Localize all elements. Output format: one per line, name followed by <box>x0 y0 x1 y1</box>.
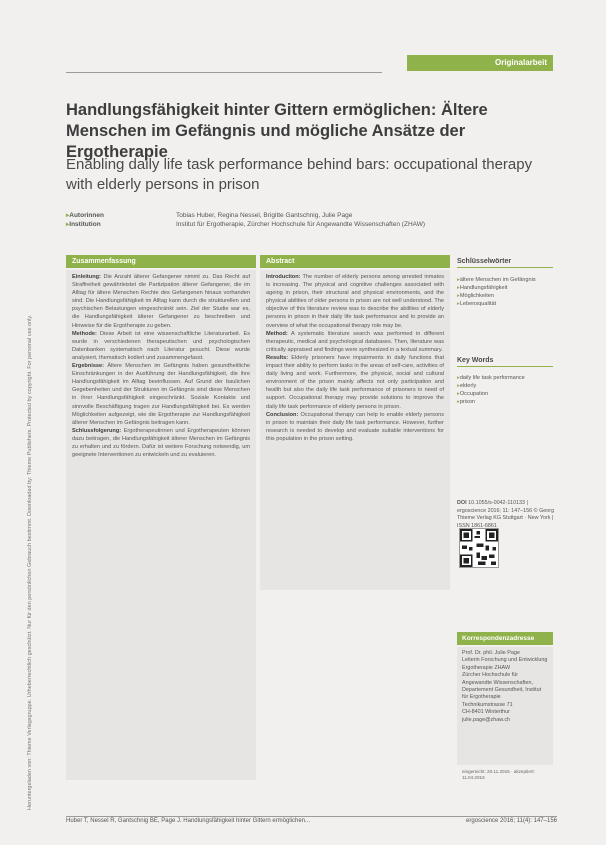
keywords-heading: Key Words <box>457 357 553 367</box>
qr-code-icon <box>459 528 499 568</box>
side-copyright-text: Heruntergeladen von: Thieme Verlagsgruppe. Urheberrechtlich geschützt. Nur für den persönlichen Gebrauch bestimmt. Downloaded by: Thieme Publishers. Protected by copyright. For personal use only. <box>27 314 33 810</box>
keyword-item: ▸ Handlungsfähigkeit <box>457 284 553 292</box>
authors-label: ▸ Autorinnen <box>66 211 176 220</box>
title-english: Enabling daily life task performance behind bars: occupational therapy with elderly persons in prison <box>66 156 533 193</box>
correspondence-line: CH-8401 Winterthur <box>462 709 510 716</box>
doi-block <box>457 500 555 530</box>
institution-label: ▸ Institution <box>66 220 176 229</box>
footer-citation: Huber T, Nessel R, Gantschnig BE, Page J. Handlungsfähigkeit hinter Gittern ermöglichen... <box>66 818 311 824</box>
zusammenfassung-paragraph: Methode: Diese Arbeit ist eine wissenschaftliche Literaturarbeit. Es wurde in verschiedenen therapeutischen und psychologischen Datenbanken systematisch nach Literatur gesucht. Diese wurde analysiert, thematisch kodiert und zusammengefasst. <box>72 330 250 361</box>
institution-row <box>66 220 425 229</box>
keyword-item: ▸ daily life task performance <box>457 374 553 382</box>
footer-journal: ergoscience 2016; 11(4): 147–156 <box>466 818 557 824</box>
abstract-heading: Abstract <box>260 255 450 268</box>
abstract-body <box>260 270 450 590</box>
abstract-paragraph: Introduction: The number of elderly persons among arrested inmates is increasing. The physical and cognitive challenges associated with ageing in prison, their structural and physical environments, and the physical abilities of older persons in prison are not well understood. The objective of this literature review was to describe the abilities of elderly persons in prison in their daily life task performance and to provide an overview of what the occupational therapy role may be. <box>266 274 444 329</box>
keyword-item: ▸ Occupation <box>457 390 553 398</box>
keyword-item: ▸ ältere Menschen im Gefängnis <box>457 276 553 284</box>
keywords-list <box>457 374 553 406</box>
title-german: Handlungsfähigkeit hinter Gittern ermöglichen: Ältere Menschen im Gefängnis und mögliche Ansätze der Ergotherapie <box>66 101 488 161</box>
correspondence-email[interactable]: julie.page@zhaw.ch <box>462 716 511 723</box>
zusammenfassung-body <box>66 270 256 780</box>
submission-dates: eingereicht: 20.11.2015 · akzeptiert: 11.04.2016 <box>462 769 535 780</box>
correspondence-body <box>457 647 553 765</box>
correspondence-line: Ergotherapie ZHAW <box>462 664 511 671</box>
abstract-paragraph: Conclusion: Occupational therapy can help to enable elderly persons in prison to maintain their daily life task performance. However, further research is needed to develop and evaluate suitable interventions for this population in the prison setting. <box>266 411 444 442</box>
keyword-item: ▸ Lebensqualität <box>457 300 553 308</box>
keyword-item: ▸ prison <box>457 398 553 406</box>
abstract-paragraph: Method: A systematic literature search was performed in different therapeutic, medical and psychological databases. Then, literature was critically appraised and findings were synthesized in a textual summary. <box>266 330 444 353</box>
article-meta <box>66 211 425 229</box>
abstract-paragraph: Results: Elderly prisoners have impairments in daily functions that impact their ability to perform tasks in the areas of self-care, activities of daily living and work. Furthermore, the physical, social and cultural environment of the prison mainly affects not only participation and health but also the daily life task performance of prisoners in need of support. Occupational therapy may provide solutions to improve the daily life task performance of elderly persons in prison. <box>266 354 445 410</box>
header-rule <box>66 72 382 73</box>
keyword-item: ▸ Möglichkeiten <box>457 292 553 300</box>
schluesselwoerter-list <box>457 276 553 308</box>
footer-rule <box>66 816 557 817</box>
doi-label: DOI <box>457 500 467 506</box>
authors-value: Tobias Huber, Regina Nessel, Brigitte Gantschnig, Julie Page <box>176 212 353 219</box>
zusammenfassung-heading: Zusammenfassung <box>66 255 256 268</box>
correspondence-line: Technikumstrasse 71 <box>462 701 513 708</box>
zusammenfassung-paragraph: Ergebnisse: Ältere Menschen im Gefängnis haben gesundheitliche Einschränkungen in der Ausführung der Handlungsfähigkeit, die ihre Handlungsfähigkeit im Alltag beeinflussen. Auf Grund der baulichen Gegebenheiten und der Strukturen im Gefängnis sind diese Menschen in ihrer Handlungsfähigkeit eingeschränkt. Soziale Kontakte und sinnvolle Beschäftigung tragen zur Handlungsfähigkeit bei. Es werden Möglichkeiten aufgezeigt, wie die Ergotherapie zur Handlungsfähigkeit älterer Menschen im Gefängnis beitragen kann. <box>72 363 250 426</box>
correspondence-line: Leiterin Forschung und Entwicklung <box>462 657 548 664</box>
correspondence-line: Zürcher Hochschule für Angewandte Wissenschaften, Departement Gesundheit, Institut für Ergotherapie <box>462 672 542 701</box>
doi-text[interactable]: 10.1055/s-0042-110133 | ergoscience 2016; 11: 147–156 © Georg Thieme Verlag KG Stuttgart · New York | ISSN 1861-6861 <box>457 500 555 529</box>
correspondence-heading: Korrespondenzadresse <box>457 632 553 645</box>
keyword-item: ▸ elderly <box>457 382 553 390</box>
authors-row <box>66 211 425 220</box>
correspondence-line: Prof. Dr. phil. Julie Page <box>462 650 520 656</box>
zusammenfassung-paragraph: Schlussfolgerung: Ergotherapeutinnen und Ergotherapeuten können dazu beitragen, die Handlungsfähigkeit älterer Menschen im Gefängnis zu erhalten und zu fördern. Dafür ist weitere Forschung notwendig, um geeignete Interventionen zu entwickeln und zu evaluieren. <box>72 427 250 459</box>
schluesselwoerter-heading: Schlüsselwörter <box>457 258 553 268</box>
zusammenfassung-paragraph: Einleitung: Die Anzahl älterer Gefangener nimmt zu. Das Recht auf Straffreiheit gewährleistet die Partizipation älterer Gefangener, die im Alltag für ältere Menschen Rechte des Gefangenen hinaus vorhanden sind. Die Handlungsfähigkeit im Alltag kann durch die strukturellen und psychischen Belastungen eingeschränkt sein. Ziel der Studie war es, die Handlungsfähigkeit älterer Gefangener zu beschreiben und Hinweise für die Ergotherapie zu geben. <box>72 274 250 329</box>
side-copyright-strip <box>27 70 35 810</box>
institution-value: Institut für Ergotherapie, Zürcher Hochschule für Angewandte Wissenschaften (ZHAW) <box>176 221 426 228</box>
section-tag: Originalarbeit <box>407 55 553 71</box>
